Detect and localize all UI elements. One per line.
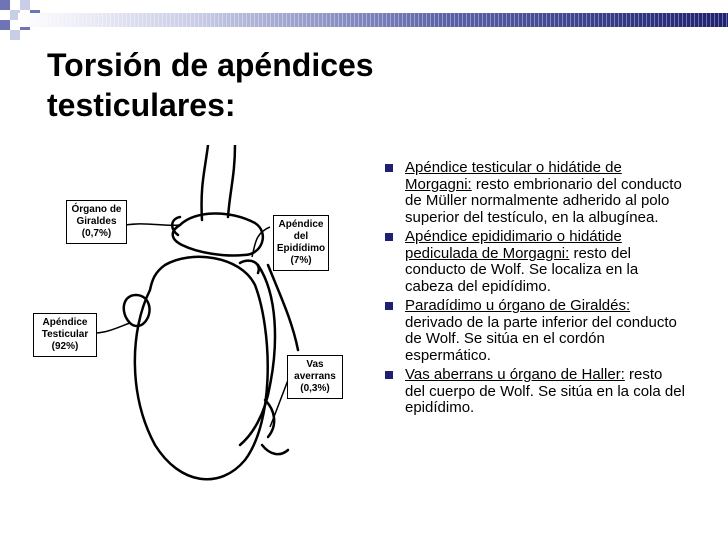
slide-title: Torsión de apéndices testiculares: <box>47 47 374 123</box>
label-line: Giraldes <box>76 216 117 227</box>
bullet-square-icon <box>385 233 393 241</box>
label-line: (7%) <box>290 255 312 266</box>
bullet-text: resto embrionario del conducto de Müller normalmente adherido al polo superior del testículo, en la albugínea. <box>405 175 682 226</box>
label-line: (0,7%) <box>81 228 112 239</box>
label-line: Apéndice <box>42 317 88 328</box>
label-line: Epidídimo <box>276 243 326 254</box>
label-vas-aberrans <box>287 355 343 399</box>
bullet-item <box>385 367 685 417</box>
label-apendice-epididimo <box>273 215 329 271</box>
label-line: Órgano de <box>71 204 122 215</box>
label-line: (0,3%) <box>300 383 330 394</box>
label-apendice-testicular <box>33 313 97 357</box>
bullet-item <box>385 229 685 295</box>
bullet-square-icon <box>385 302 393 310</box>
bullet-text: derivado de la parte inferior del conducto de Wolf. Se sitúa en el cordón espermático. <box>405 313 677 364</box>
bullet-link[interactable]: Apéndice epididimario o hidátide pediculada de Morgagni: <box>405 228 622 262</box>
bullet-link[interactable]: Apéndice testicular o hidátide de Morgagni: <box>405 159 622 193</box>
bullet-link[interactable]: Vas aberrans u órgano de Haller: <box>405 366 625 383</box>
label-line: del <box>293 231 309 242</box>
label-line: averrans <box>294 371 336 382</box>
label-line: Testicular <box>41 329 89 340</box>
header-gradient-bar <box>18 13 728 27</box>
label-organo-giraldes <box>66 200 127 244</box>
label-line: Vas <box>306 359 324 370</box>
bullet-square-icon <box>385 164 393 172</box>
bullet-text: resto del cuerpo de Wolf. Se sitúa en la cola del epidídimo. <box>405 366 685 416</box>
bullet-item <box>385 160 685 226</box>
bullet-square-icon <box>385 371 393 379</box>
bullet-link[interactable]: Paradídimo u órgano de Giraldés: <box>405 297 631 314</box>
testis-diagram <box>30 145 365 545</box>
bullet-item <box>385 298 685 364</box>
bullet-list <box>385 160 685 420</box>
label-line: Apéndice <box>278 219 324 230</box>
label-line: (92%) <box>51 341 79 352</box>
bullet-text: resto del conducto de Wolf. Se localiza en la cabeza del epidídimo. <box>405 244 639 295</box>
